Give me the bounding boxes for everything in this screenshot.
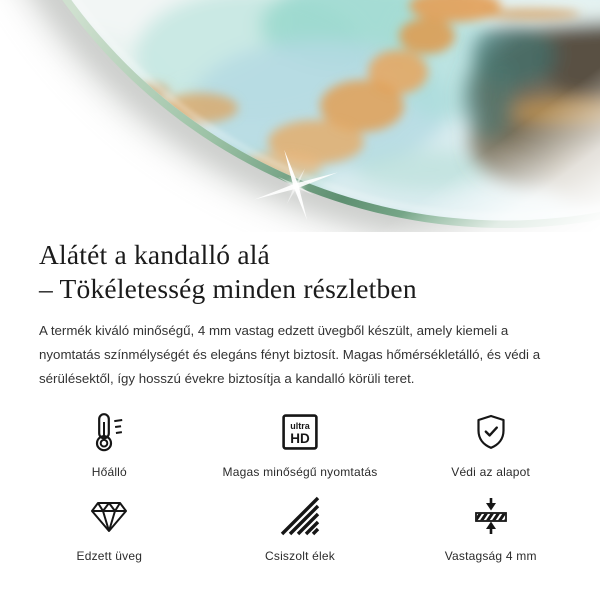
polished-edges-icon [280,496,320,536]
feature-heat-resistant [14,412,205,479]
feature-grid [0,412,600,563]
feature-label: Edzett üveg [76,549,143,563]
feature-polished-edges [205,496,396,563]
feature-protects-base [395,412,586,479]
thickness-icon [471,496,511,536]
feature-print-quality [205,412,396,479]
shield-check-icon [471,412,511,452]
ultra-hd-badge-line1: ultra [290,421,310,431]
feature-label: Vastagság 4 mm [444,549,537,563]
feature-tempered-glass [14,496,205,563]
product-description: A termék kiváló minőségű, 4 mm vastag edzett üvegből készült, amely kiemeli a nyomtatás színmélységét és elegáns fényt biztosít. Magas hőmérsékletálló, és védi a sérülésektől, így hosszú évekre biztosítja a kandalló körüli teret. [39,323,541,386]
thermometer-icon [89,412,129,452]
product-photo-image [0,0,600,232]
diamond-icon [89,496,129,536]
ultra-hd-icon [280,412,320,452]
feature-label: Csiszolt élek [265,549,335,563]
feature-label: Védi az alapot [451,465,531,479]
feature-thickness [395,496,586,563]
product-photo [0,0,600,232]
page-title-line2: – Tökéletesség minden részletben [39,273,417,304]
page-title [39,238,560,306]
ultra-hd-badge-line2: HD [290,431,310,446]
feature-label: Hőálló [91,465,127,479]
page-title-line1: Alátét a kandalló alá [39,239,270,270]
feature-label: Magas minőségű nyomtatás [222,465,378,479]
